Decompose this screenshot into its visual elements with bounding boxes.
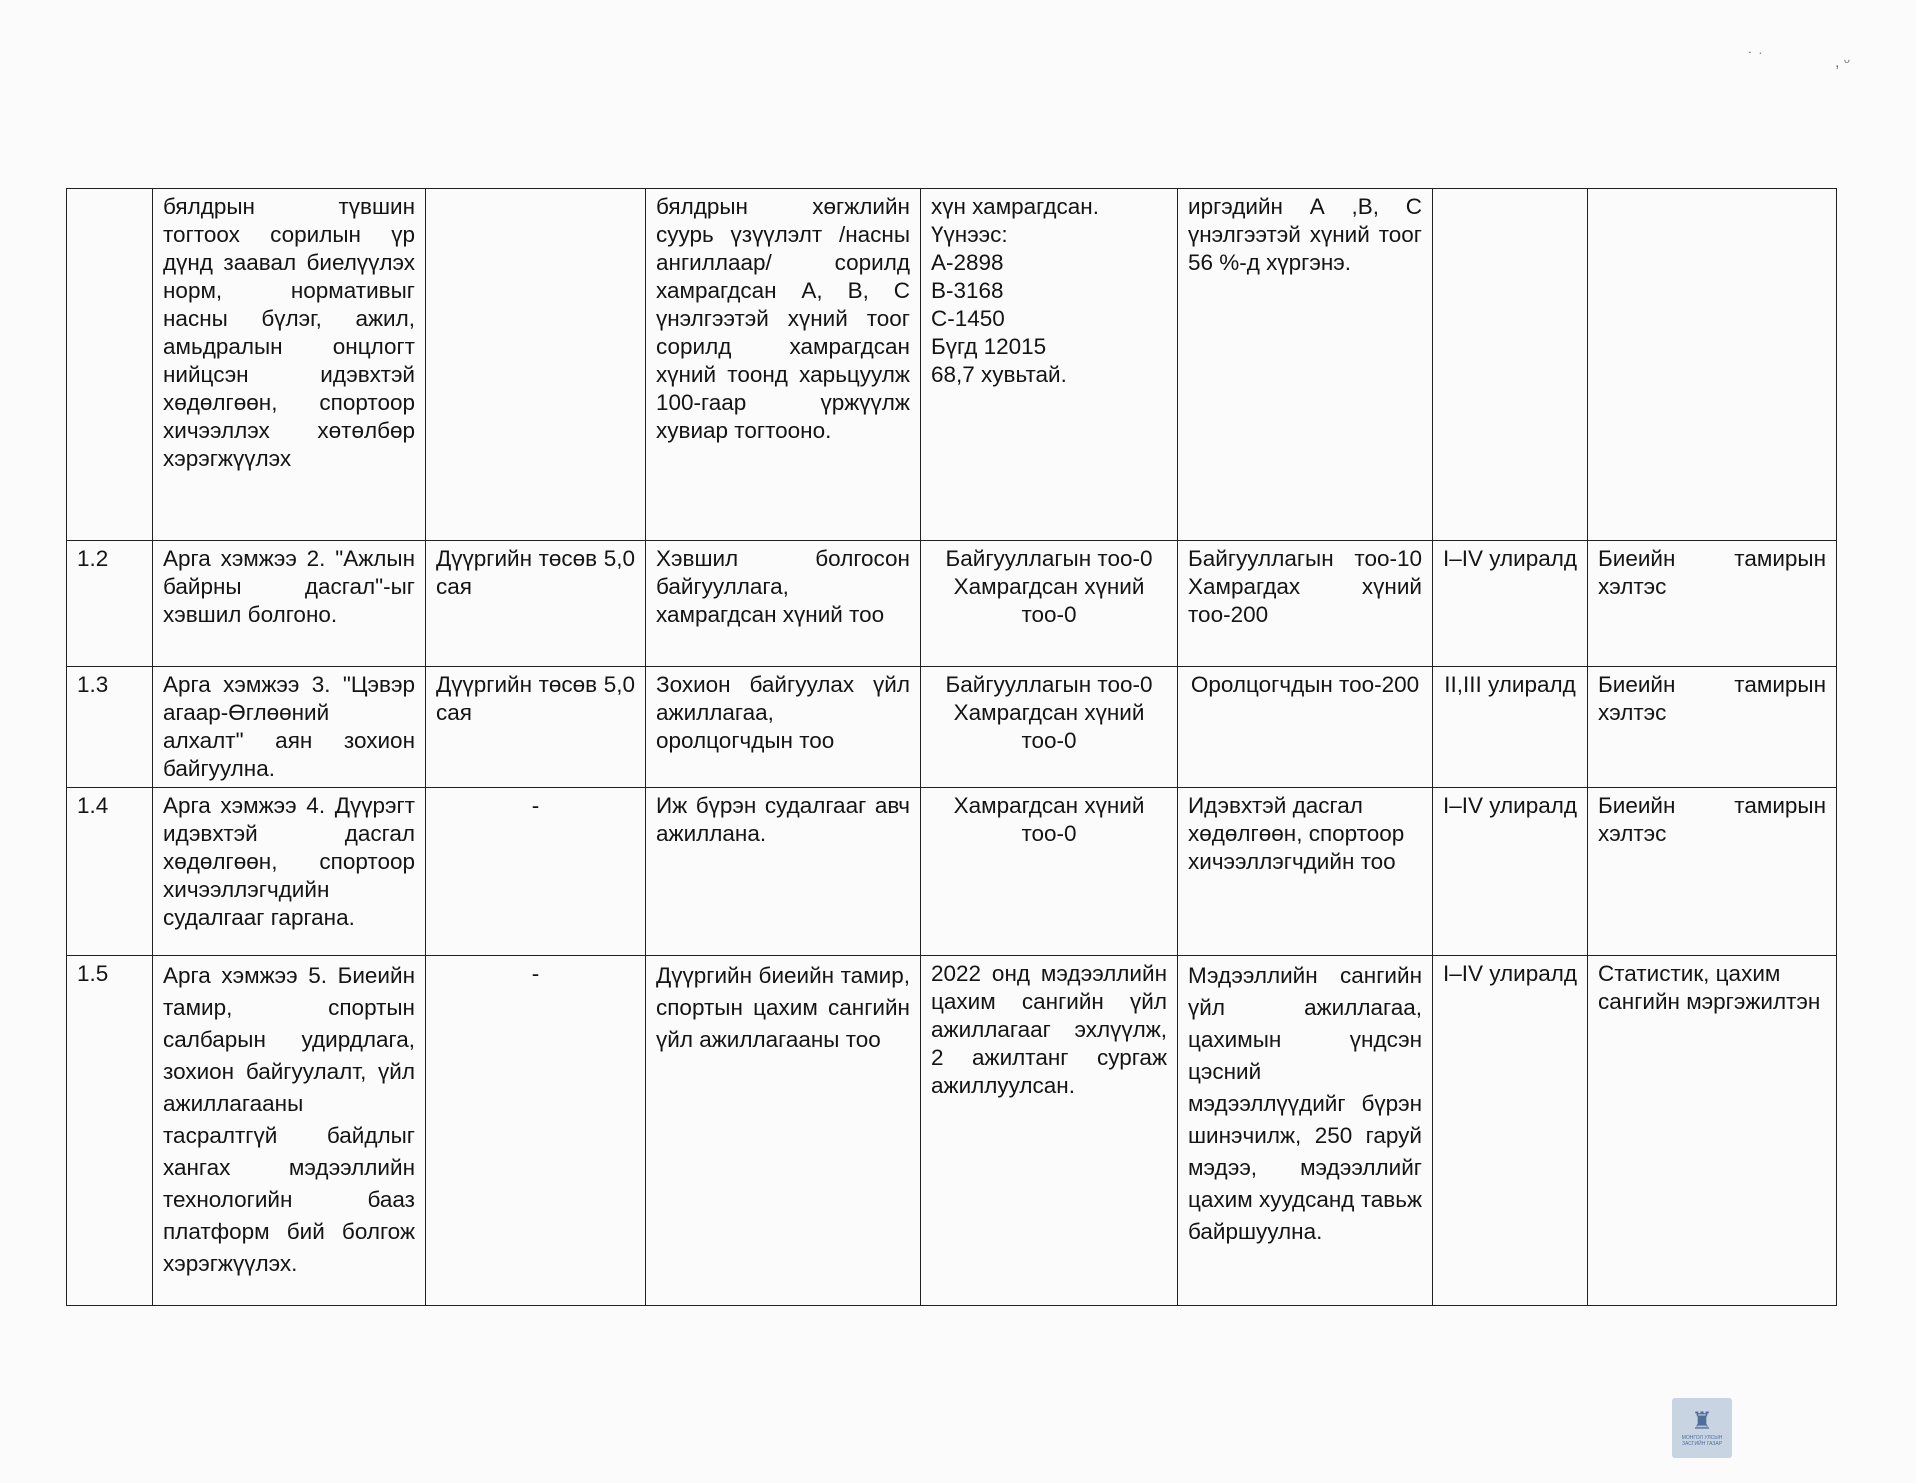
target-cell: иргэдийн А ,В, С үнэлгээтэй хүний тоог 56 %-д хүргэнэ. — [1178, 189, 1433, 541]
target-cell: Оролцогчдын тоо-200 — [1178, 667, 1433, 788]
responsible-cell — [1588, 189, 1837, 541]
period-cell: II,III улиралд — [1433, 667, 1588, 788]
budget-cell: - — [426, 956, 646, 1306]
indicator-cell: Дүүргийн биеийн тамир, спортын цахим сангийн үйл ажиллагааны тоо — [646, 956, 921, 1306]
baseline-cell: хүн хамрагдсан. Үүнээс: А-2898 В-3168 С-1450 Бүгд 12015 68,7 хувьтай. — [921, 189, 1178, 541]
budget-cell: Дүүргийн төсөв 5,0 сая — [426, 541, 646, 667]
row-number: 1.4 — [67, 788, 153, 956]
baseline-cell: Хамрагдсан хүний тоо-0 — [921, 788, 1178, 956]
period-cell: I–IV улиралд — [1433, 956, 1588, 1306]
table-row — [67, 541, 1837, 667]
indicator-cell: Зохион байгуулах үйл ажиллагаа, оролцогчдын тоо — [646, 667, 921, 788]
table-row — [67, 667, 1837, 788]
activity-cell: Арга хэмжээ 5. Биеийн тамир, спортын салбарын удирдлага, зохион байгуулалт, үйл ажиллагааны тасралтгүй байдлыг хангах мэдээллийн технологийн бааз платформ бий болгож хэрэгжүүлэх. — [153, 956, 426, 1306]
row-number: 1.5 — [67, 956, 153, 1306]
seal-org-line2: ЗАСГИЙН ГАЗАР — [1681, 1441, 1723, 1447]
period-cell: I–IV улиралд — [1433, 788, 1588, 956]
responsible-cell: Биеийн тамирын хэлтэс — [1588, 667, 1837, 788]
government-seal — [1672, 1398, 1732, 1458]
table-row — [67, 956, 1837, 1306]
row-number — [67, 189, 153, 541]
indicator-cell: бялдрын хөгжлийн суурь үзүүлэлт /насны ангиллаар/ сорилд хамрагдсан А, В, С үнэлгээтэй хүний тоог сорилд хамрагдсан хүний тоонд харьцуулж 100-гаар үржүүлж хувиар тогтооно. — [646, 189, 921, 541]
responsible-cell: Статистик, цахим сангийн мэргэжилтэн — [1588, 956, 1837, 1306]
baseline-cell: Байгууллагын тоо-0 Хамрагдсан хүний тоо-0 — [921, 667, 1178, 788]
indicator-cell: Хэвшил болгосон байгууллага, хамрагдсан хүний тоо — [646, 541, 921, 667]
budget-cell — [426, 189, 646, 541]
seal-org-line1: МОНГОЛ УЛСЫН — [1681, 1435, 1723, 1441]
target-cell: Идэвхтэй дасгал хөдөлгөөн, спортоор хичээллэгчдийн тоо — [1178, 788, 1433, 956]
table-row — [67, 189, 1837, 541]
responsible-cell: Биеийн тамирын хэлтэс — [1588, 788, 1837, 956]
target-cell: Байгууллагын тоо-10 Хамрагдах хүний тоо-200 — [1178, 541, 1433, 667]
target-cell: Мэдээллийн сангийн үйл ажиллагаа, цахимын үндсэн цэсний мэдээллүүдийг бүрэн шинэчилж, 250 гаруй мэдээ, мэдээллийг цахим хуудсанд тавьж байршуулна. — [1178, 956, 1433, 1306]
table-row — [67, 788, 1837, 956]
action-plan-table — [66, 188, 1837, 1306]
activity-cell: Арга хэмжээ 2. "Ажлын байрны дасгал"-ыг хэвшил болгоно. — [153, 541, 426, 667]
row-number: 1.3 — [67, 667, 153, 788]
budget-cell: Дүүргийн төсөв 5,0 сая — [426, 667, 646, 788]
budget-cell: - — [426, 788, 646, 956]
scan-speck: ˙ ͘ — [1748, 50, 1758, 67]
soyombo-icon: ♜ — [1691, 1408, 1713, 1435]
activity-cell: Арга хэмжээ 3. "Цэвэр агаар-Өглөөний алхалт" аян зохион байгуулна. — [153, 667, 426, 788]
period-cell — [1433, 189, 1588, 541]
indicator-cell: Иж бүрэн судалгааг авч ажиллана. — [646, 788, 921, 956]
activity-cell: бялдрын түвшин тогтоох сорилын үр дүнд заавал биелүүлэх норм, нормативыг насны бүлэг, ажил, амьдралын онцлогт нийцсэн идэвхтэй хөдөлгөөн, спортоор хичээллэх хөтөлбөр хэрэгжүүлэх — [153, 189, 426, 541]
activity-cell: Арга хэмжээ 4. Дүүрэгт идэвхтэй дасгал хөдөлгөөн, спортоор хичээллэгчдийн судалгааг гаргана. — [153, 788, 426, 956]
baseline-cell: 2022 онд мэдээллийн цахим сангийн үйл ажиллагааг эхлүүлж, 2 ажилтанг сургаж ажиллуулсан. — [921, 956, 1178, 1306]
baseline-cell: Байгууллагын тоо-0 Хамрагдсан хүний тоо-0 — [921, 541, 1178, 667]
scan-speck: , ᵕ — [1835, 54, 1850, 71]
responsible-cell: Биеийн тамирын хэлтэс — [1588, 541, 1837, 667]
row-number: 1.2 — [67, 541, 153, 667]
period-cell: I–IV улиралд — [1433, 541, 1588, 667]
